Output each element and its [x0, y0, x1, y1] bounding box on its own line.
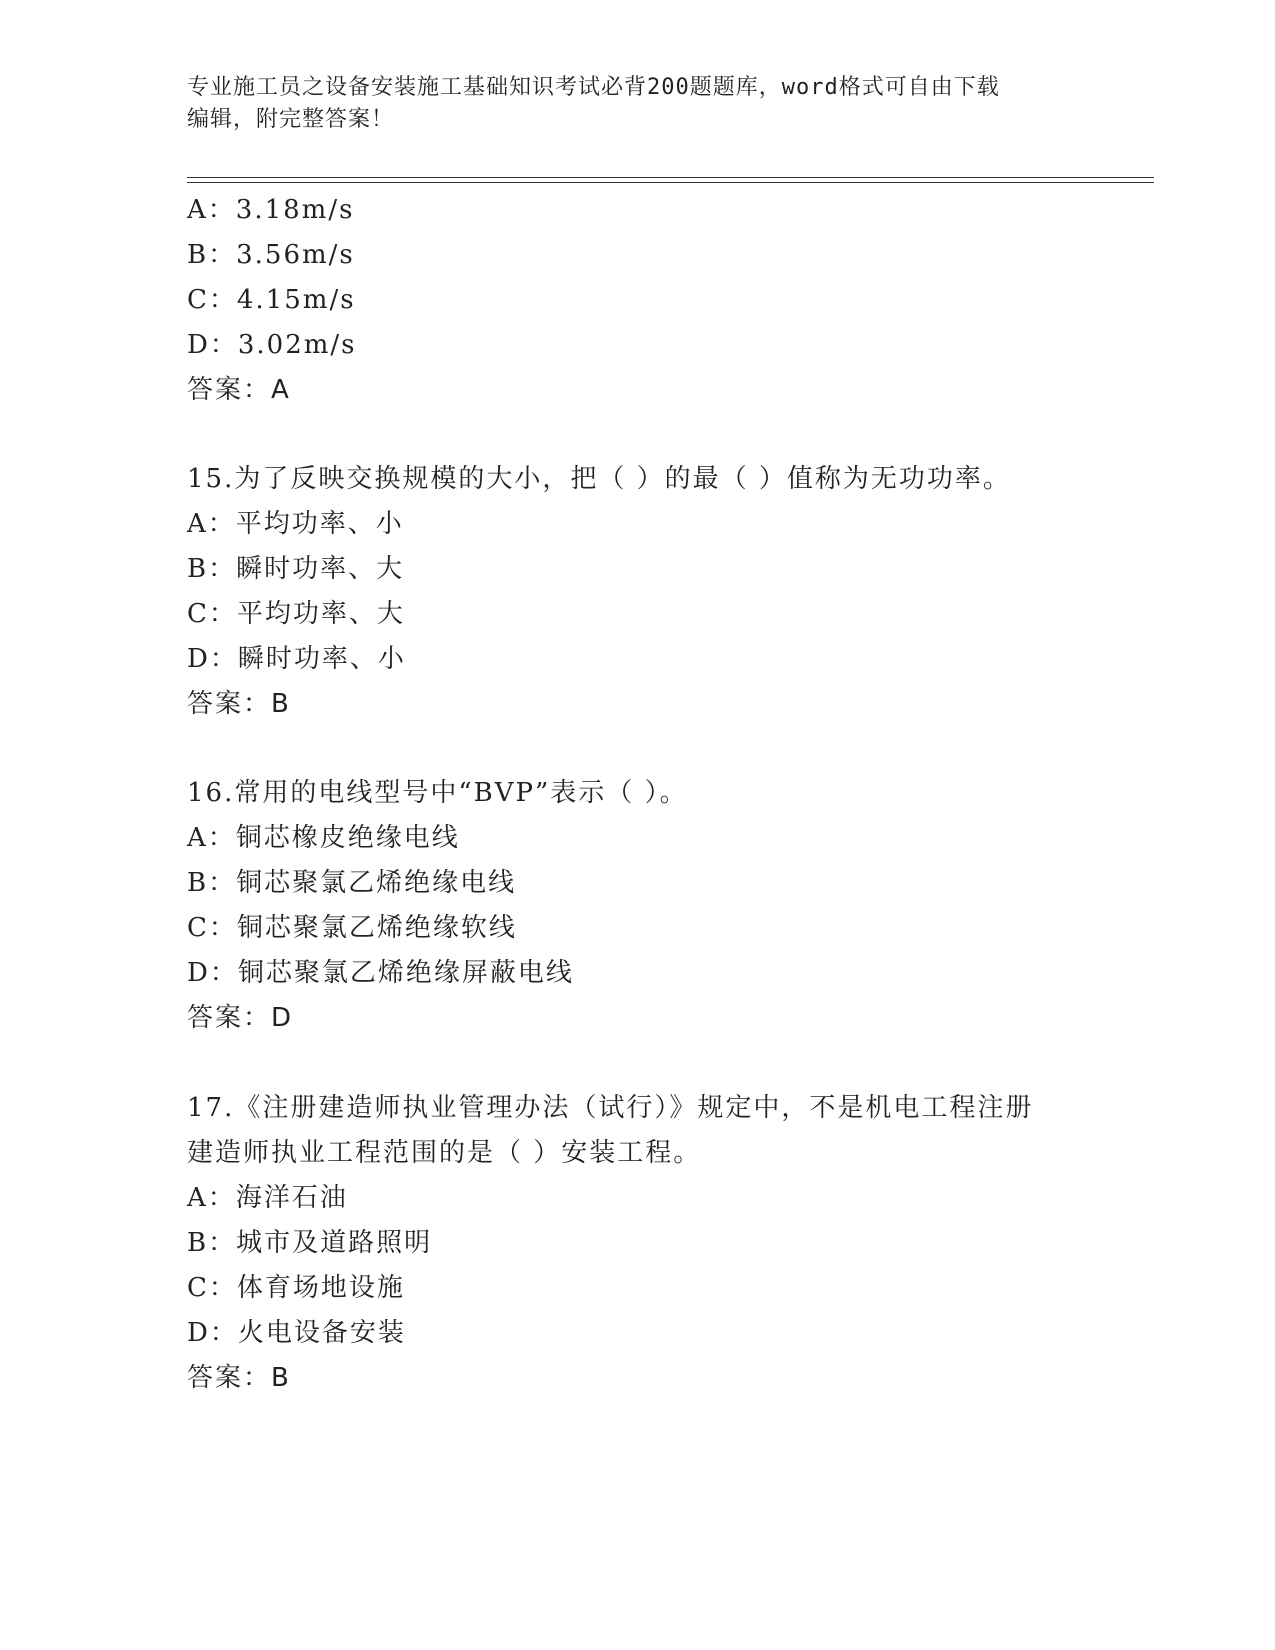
q14-option-b: B：3.56m/s	[187, 240, 355, 270]
q16-option-b: B：铜芯聚氯乙烯绝缘电线	[187, 868, 517, 898]
q17-option-a: A：海洋石油	[187, 1183, 348, 1213]
header-title-line-1: 专业施工员之设备安装施工基础知识考试必背200题题库，word格式可自由下载	[187, 75, 1000, 100]
q17-question-line-2: 建造师执业工程范围的是（ ）安装工程。	[187, 1138, 702, 1168]
q15-option-a: A：平均功率、小	[187, 509, 404, 539]
header-title-line-2: 编辑，附完整答案！	[187, 107, 395, 132]
q15-answer: 答案：B	[187, 689, 291, 719]
q16-option-c: C：铜芯聚氯乙烯绝缘软线	[187, 913, 517, 943]
q15-option-d: D：瞬时功率、小	[187, 644, 406, 674]
q17-option-b: B：城市及道路照明	[187, 1228, 433, 1258]
q16-option-d: D：铜芯聚氯乙烯绝缘屏蔽电线	[187, 958, 574, 988]
q17-option-d: D：火电设备安装	[187, 1318, 406, 1348]
header-divider-top	[187, 177, 1154, 178]
q14-option-c: C：4.15m/s	[187, 285, 356, 315]
q15-question: 15.为了反映交换规模的大小，把（ ）的最（ ）值称为无功功率。	[187, 464, 1011, 494]
q14-option-a: A：3.18m/s	[187, 195, 355, 225]
document-header	[187, 72, 1087, 136]
q16-answer: 答案：D	[187, 1003, 294, 1033]
q17-question-line-1: 17.《注册建造师执业管理办法（试行）》规定中，不是机电工程注册	[187, 1093, 1034, 1123]
q14-answer: 答案：A	[187, 375, 291, 405]
q16-option-a: A：铜芯橡皮绝缘电线	[187, 823, 460, 853]
q16-question: 16.常用的电线型号中“BVP”表示（ ）。	[187, 778, 688, 808]
header-divider-bottom	[187, 182, 1154, 183]
q14-option-d: D：3.02m/s	[187, 330, 357, 360]
q17-answer: 答案：B	[187, 1363, 291, 1393]
q15-option-c: C：平均功率、大	[187, 599, 405, 629]
q15-option-b: B：瞬时功率、大	[187, 554, 405, 584]
q17-option-c: C：体育场地设施	[187, 1273, 405, 1303]
